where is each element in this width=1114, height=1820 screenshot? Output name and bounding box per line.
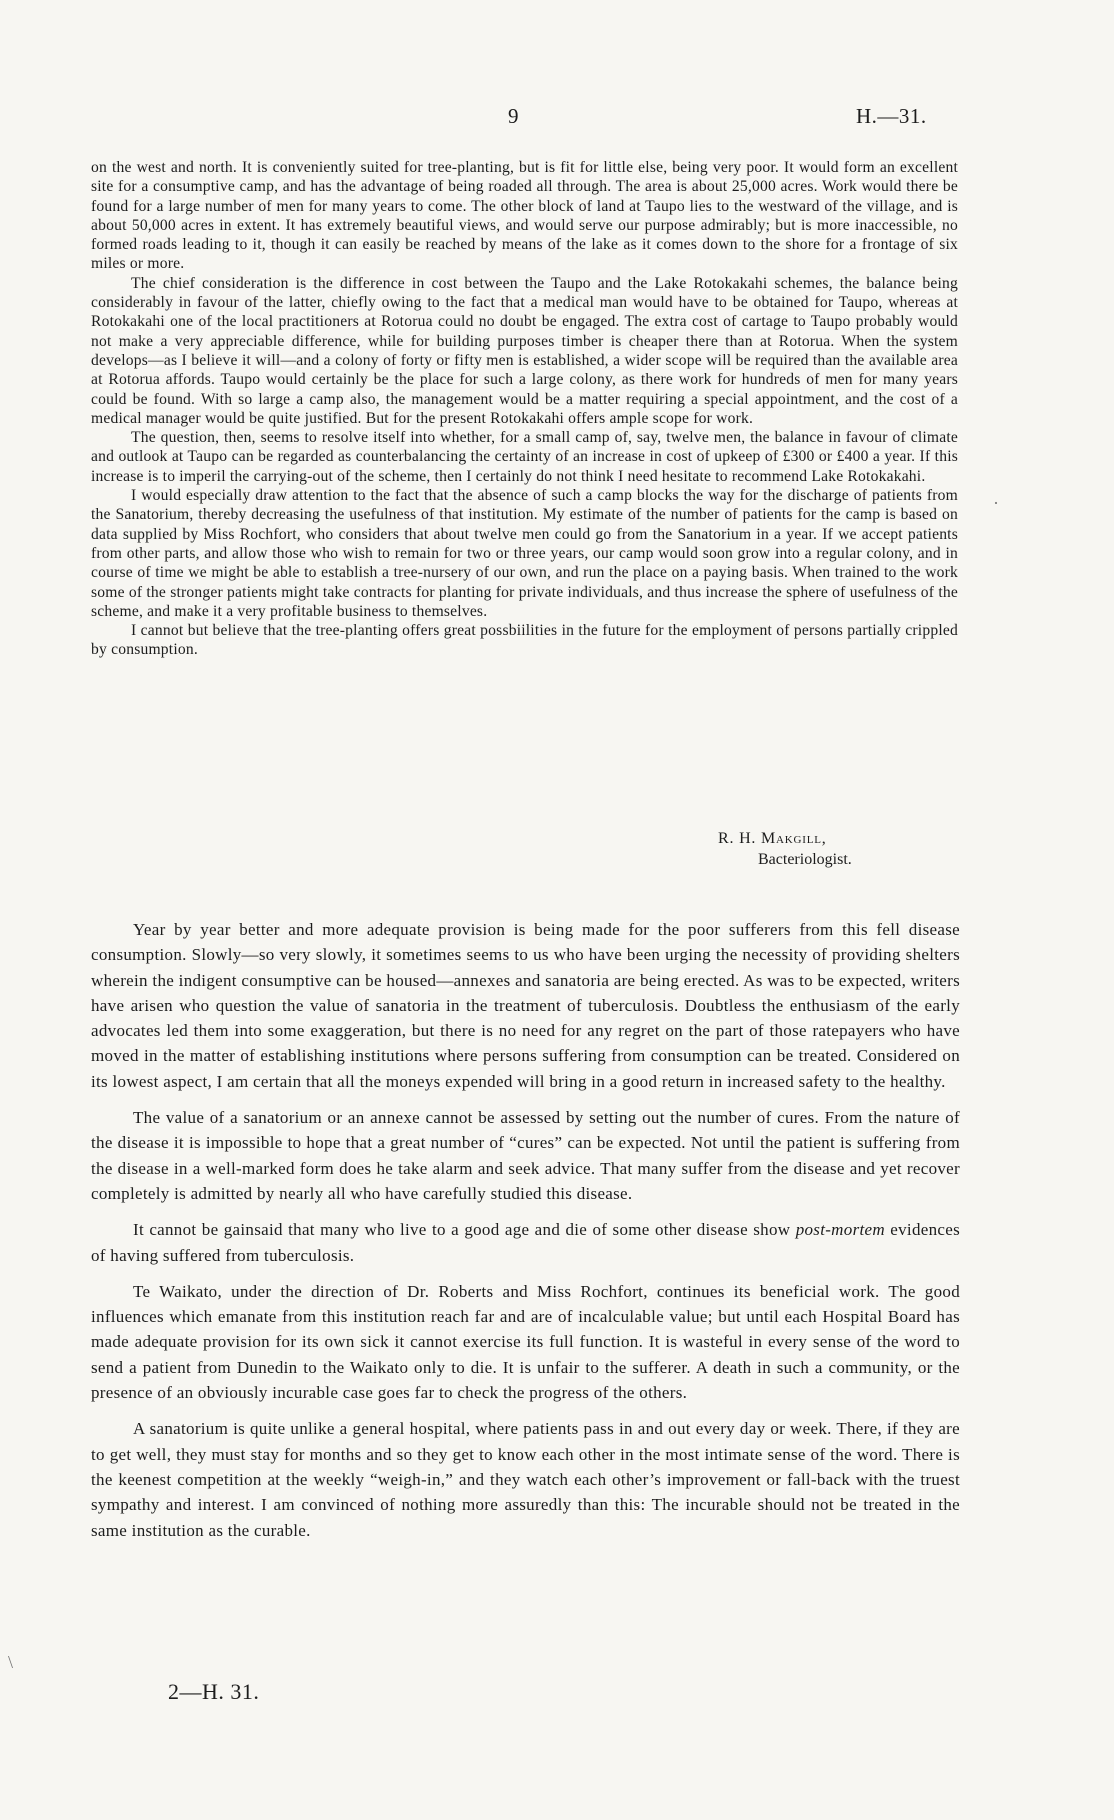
report-paragraph: I cannot but believe that the tree-planting offers great possbiilities in the future for the employment of persons partially crippled by consumption.: [91, 622, 958, 659]
essay-italic-term: post-mortem: [795, 1220, 885, 1240]
margin-mark-icon: ·: [993, 493, 999, 513]
margin-mark-icon: \: [8, 1652, 14, 1672]
essay-text: It cannot be gainsaid that many who live to a good age and die of some other disease show: [133, 1220, 796, 1240]
signature-name: R. H. Makgill,: [718, 830, 827, 847]
report-paragraph: The chief consideration is the difference in cost between the Taupo and the Lake Rotokakahi schemes, the balance being considerably in favour of the latter, chiefly owing to the fact that a medical man would have to be obtained for Taupo, whereas at Rotokakahi one of the local practitioners at Rotorua could no doubt be engaged. The extra cost of cartage to Taupo probably would not make a very appreciable difference, while for building purposes timber is cheaper there than at Rotorua. When the system develops—as I believe it will—and a colony of forty or fifty men is established, a wider scope will be required than the available area at Rotorua affords. Taupo would certainly be the place for such a large colony, as there work for hundreds of men for many years could be found. With so large a camp also, the management would be a matter requiring a special appointment, and the cost of a medical manager would be quite justified. But for the present Rotokakahi offers ample scope for work.: [91, 274, 958, 427]
report-paragraph: I would especially draw attention to the fact that the absence of such a camp blocks the way for the discharge of patients from the Sanatorium, thereby decreasing the usefulness of that institution. My estimate of the number of patients for the camp is based on data supplied by Miss Rochfort, who considers that about twelve men could go from the Sanatorium in a year. If we accept patients from other parts, and allow those who wish to remain for two or three years, our camp would soon grow into a regular colony, and in course of time we might be able to establish a tree-nursery of our own, and run the place on a paying basis. When trained to the work some of the stronger patients might take contracts for planting for private individuals, and thus increase the sphere of usefulness of the scheme, and make it a very profitable business to themselves.: [91, 487, 958, 620]
report-paragraph: The question, then, seems to resolve itself into whether, for a small camp of, say, twelve men, the balance in favour of climate and outlook at Taupo can be regarded as counterbalancing the certainty of an increase in cost of upkeep of £300 or £400 a year. If this increase is to imperil the carrying-out of the scheme, then I certainly do not think I need hesitate to recommend Lake Rotokakahi.: [91, 429, 958, 485]
report-paragraph: on the west and north. It is conveniently suited for tree-planting, but is fit for little else, being very poor. It would form an excellent site for a consumptive camp, and has the advantage of being roaded all through. The area is about 25,000 acres. Work would there be found for a large number of men for many years to come. The other block of land at Taupo lies to the westward of the village, and is about 50,000 acres in extent. It has extremely beautiful views, and would serve our purpose admirably; but is more inaccessible, no formed roads leading to it, though it can easily be reached by means of the lake as it comes down to the shore for a frontage of six miles or more.: [91, 159, 958, 273]
essay-paragraph: A sanatorium is quite unlike a general hospital, where patients pass in and out every day or week. There, if they are to get well, they must stay for months and so they get to know each other in the most intimate sense of the word. There is the keenest competition at the weekly “weigh-in,” and they watch each other’s improvement or fall-back with the truest sympathy and interest. I am convinced of nothing more assuredly than this: The incurable should not be treated in the same institution as the curable.: [91, 1419, 960, 1540]
essay-text: evidences of having suffered from tuberculosis.: [91, 1220, 960, 1265]
signature-title: Bacteriologist.: [758, 851, 852, 868]
bacteriologist-report: [91, 158, 958, 660]
essay-paragraph: Year by year better and more adequate provision is being made for the poor sufferers from this fell disease consumption. Slowly—so very slowly, it sometimes seems to us who have been urging the necessity of providing shelters wherein the indigent consumptive can be housed—annexes and sanatoria are being erected. As was to be expected, writers have arisen who question the value of sanatoria in the treatment of tuberculosis. Doubtless the enthusiasm of the early advocates led them into some exaggeration, but there is no need for any regret on the part of those ratepayers who have moved in the matter of establishing institutions where persons suffering from consumption can be treated. Considered on its lowest aspect, I am certain that all the moneys expended will bring in a good return in increased safety to the healthy.: [91, 920, 960, 1091]
signature-mark: 2—H. 31.: [168, 1679, 260, 1704]
page-number: 9: [508, 104, 519, 128]
signature-block: [718, 828, 852, 870]
page-reference: H.—31.: [856, 104, 927, 128]
essay-paragraph: Te Waikato, under the direction of Dr. Roberts and Miss Rochfort, continues its beneficial work. The good influences which emanate from this institution reach far and are of incalculable value; but until each Hospital Board has made adequate provision for its own sick it cannot exercise its full function. It is wasteful in every sense of the word to send a patient from Dunedin to the Waikato only to die. It is unfair to the sufferer. A death in such a community, or the presence of an obviously incurable case goes far to check the progress of the others.: [91, 1281, 960, 1403]
sanatorium-essay: [91, 917, 960, 1554]
essay-paragraph: The value of a sanatorium or an annexe cannot be assessed by setting out the number of cures. From the nature of the disease it is impossible to hope that a great number of “cures” can be expected. Not until the patient is suffering from the disease in a well-marked form does he take alarm and seek advice. That many suffer from the disease and yet recover completely is admitted by nearly all who have carefully studied this disease.: [91, 1108, 960, 1203]
essay-paragraph: [91, 1217, 960, 1268]
